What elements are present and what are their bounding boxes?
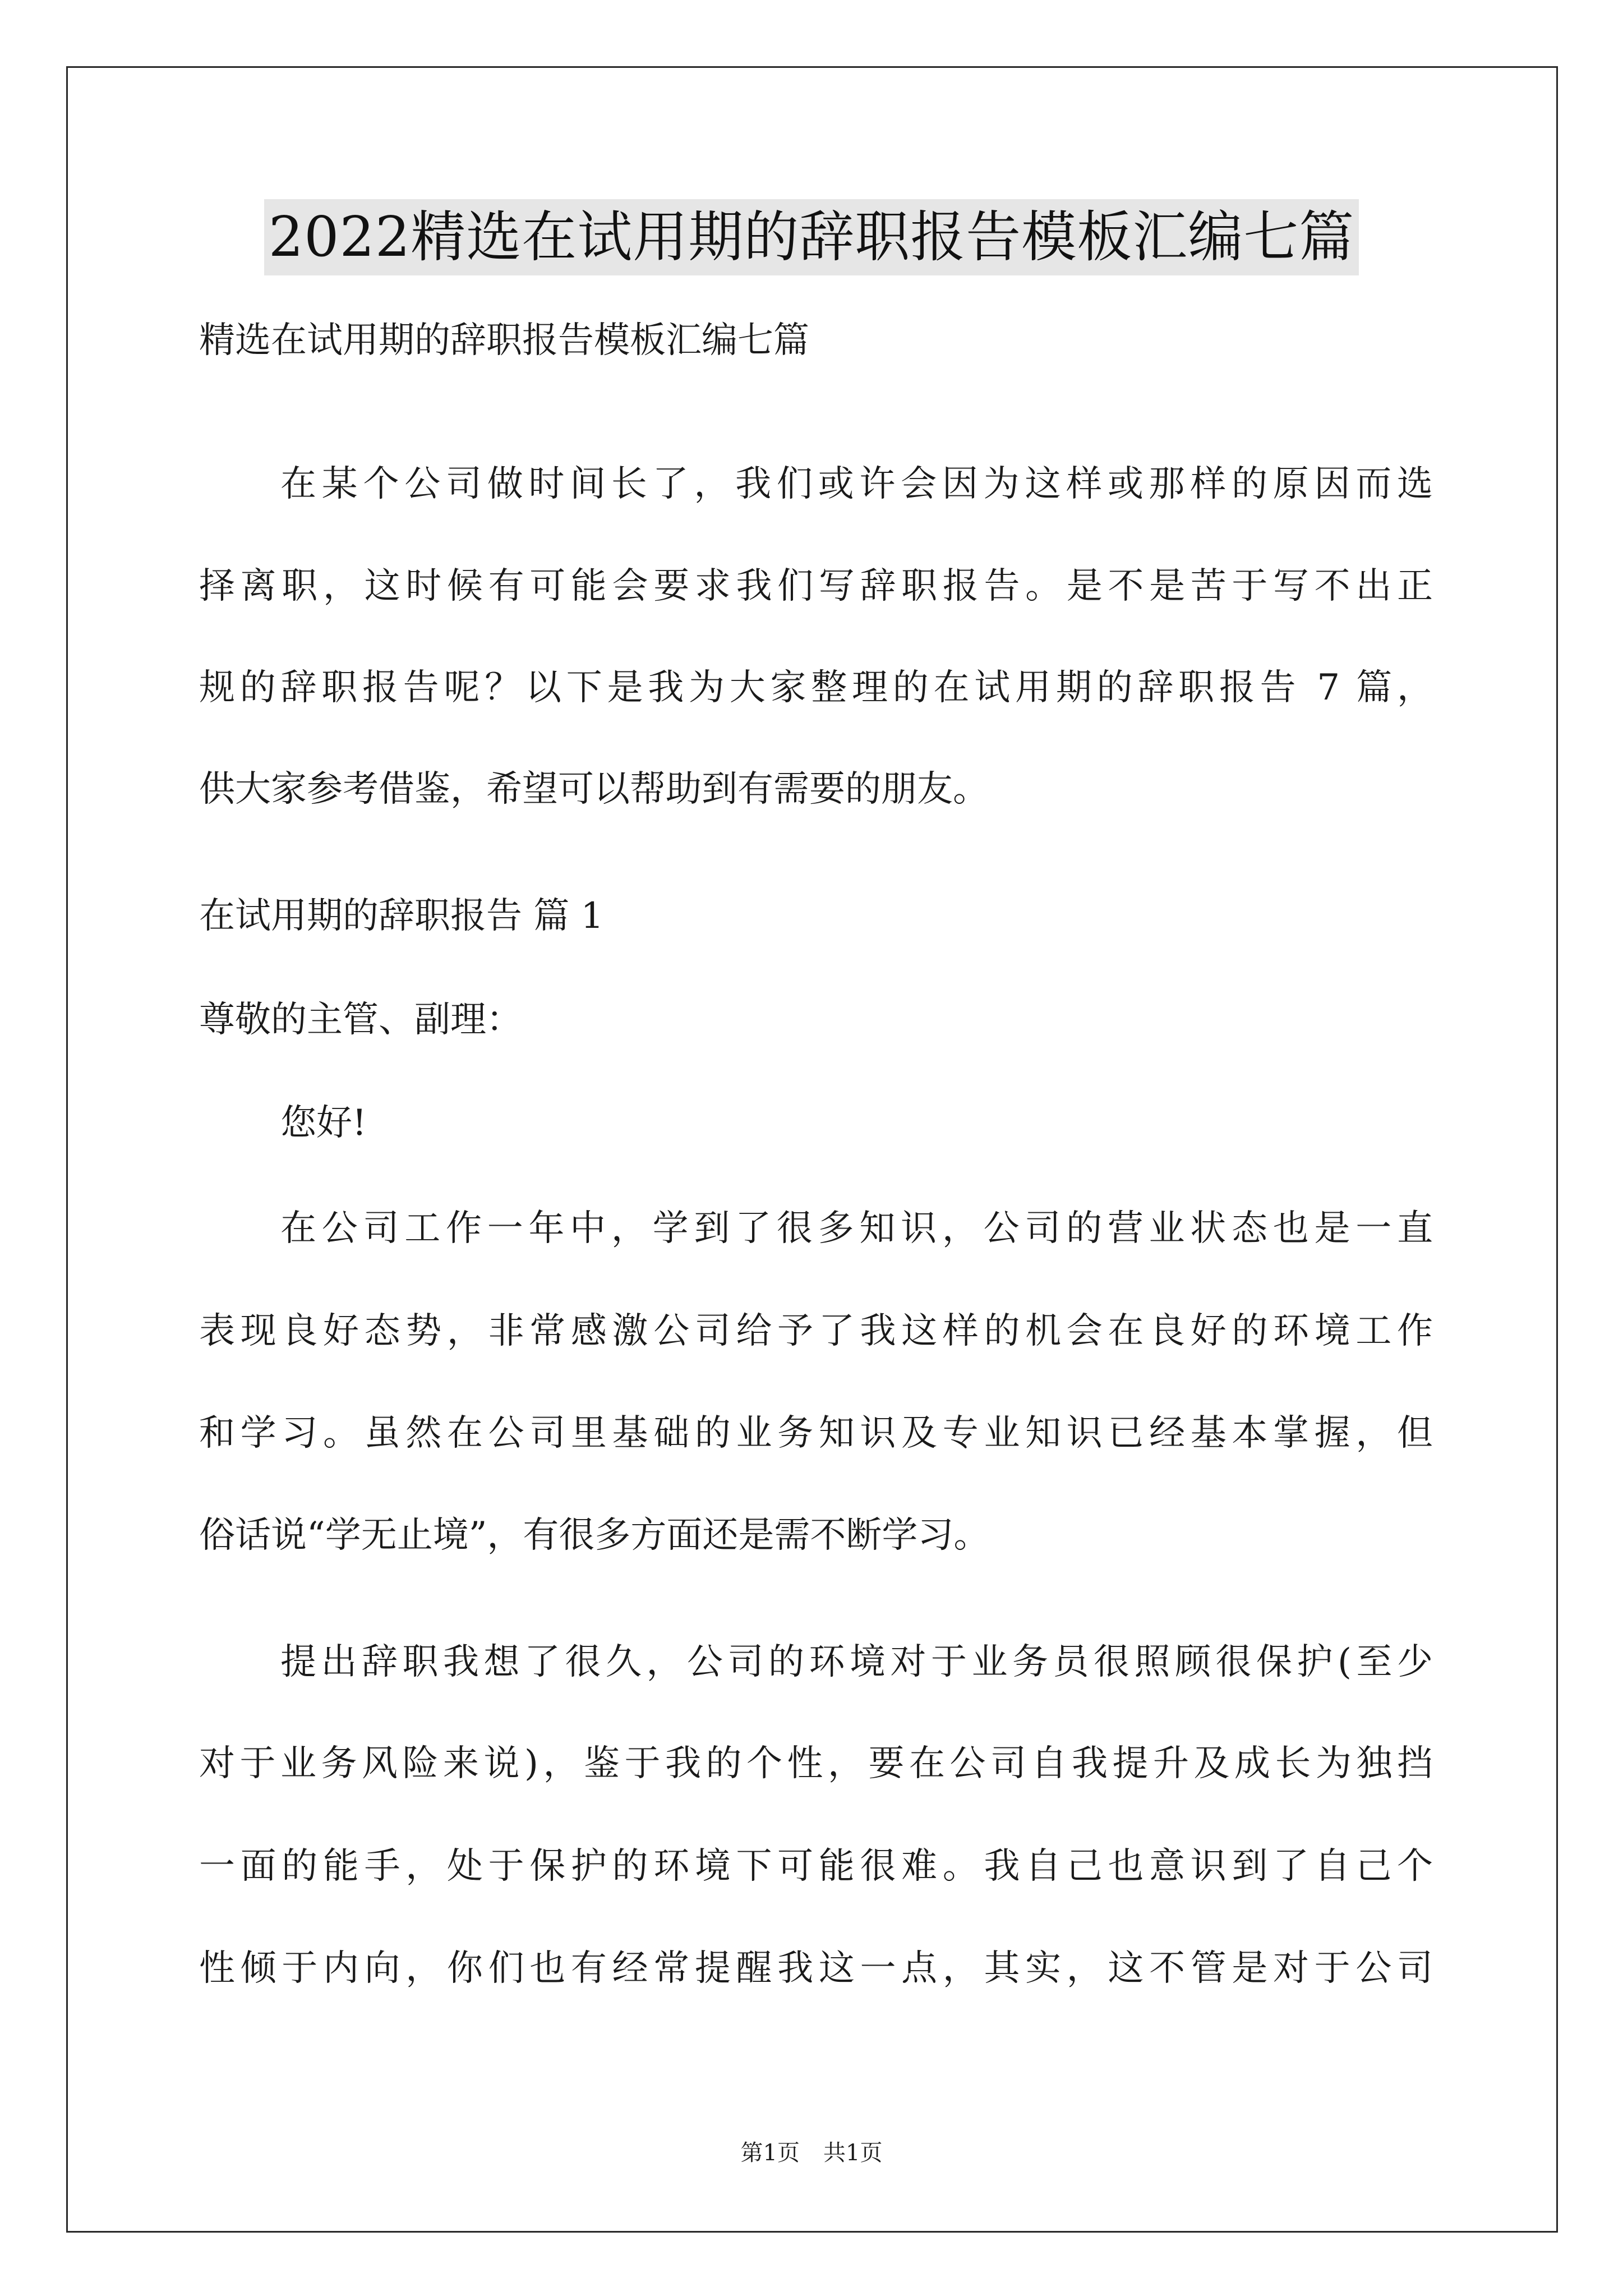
page-border (66, 66, 1558, 2233)
page-footer (0, 2137, 1623, 2169)
paragraph-line: 和学习。虽然在公司里基础的业务知识及专业知识已经基本掌握，但 (199, 1412, 1433, 1454)
paragraph-line: 一面的能手，处于保护的环境下可能很难。我自己也意识到了自己个 (199, 1846, 1433, 1887)
intro-line: 规的辞职报告呢？以下是我为大家整理的在试用期的辞职报告 7 篇， (199, 667, 1433, 708)
intro-line: 供大家参考借鉴，希望可以帮助到有需要的朋友。 (199, 769, 989, 810)
paragraph-line: 对于业务风险来说)，鉴于我的个性，要在公司自我提升及成长为独挡 (199, 1743, 1433, 1784)
intro-line: 在某个公司做时间长了，我们或许会因为这样或那样的原因而选 (280, 463, 1433, 505)
salutation: 尊敬的主管、副理： (199, 999, 522, 1041)
document-subtitle: 精选在试用期的辞职报告模板汇编七篇 (199, 320, 809, 361)
section-heading: 在试用期的辞职报告 篇 1 (199, 895, 604, 937)
paragraph-line: 性倾于内向，你们也有经常提醒我这一点，其实，这不管是对于公司 (199, 1948, 1433, 1989)
intro-line: 择离职，这时候有可能会要求我们写辞职报告。是不是苦于写不出正 (199, 565, 1433, 607)
paragraph-line: 表现良好态势，非常感激公司给予了我这样的机会在良好的环境工作 (199, 1310, 1433, 1352)
title-container (0, 199, 1623, 275)
paragraph-line: 在公司工作一年中，学到了很多知识，公司的营业状态也是一直 (280, 1208, 1433, 1249)
paragraph-line: 提出辞职我想了很久，公司的环境对于业务员很照顾很保护(至少 (280, 1641, 1433, 1683)
greeting: 您好! (280, 1102, 367, 1144)
page-total: 共1页 (823, 2140, 883, 2166)
document-title: 2022精选在试用期的辞职报告模板汇编七篇 (264, 199, 1359, 275)
page-number: 第1页 (740, 2140, 800, 2166)
paragraph-line: 俗话说“学无止境”，有很多方面还是需不断学习。 (199, 1515, 990, 1556)
